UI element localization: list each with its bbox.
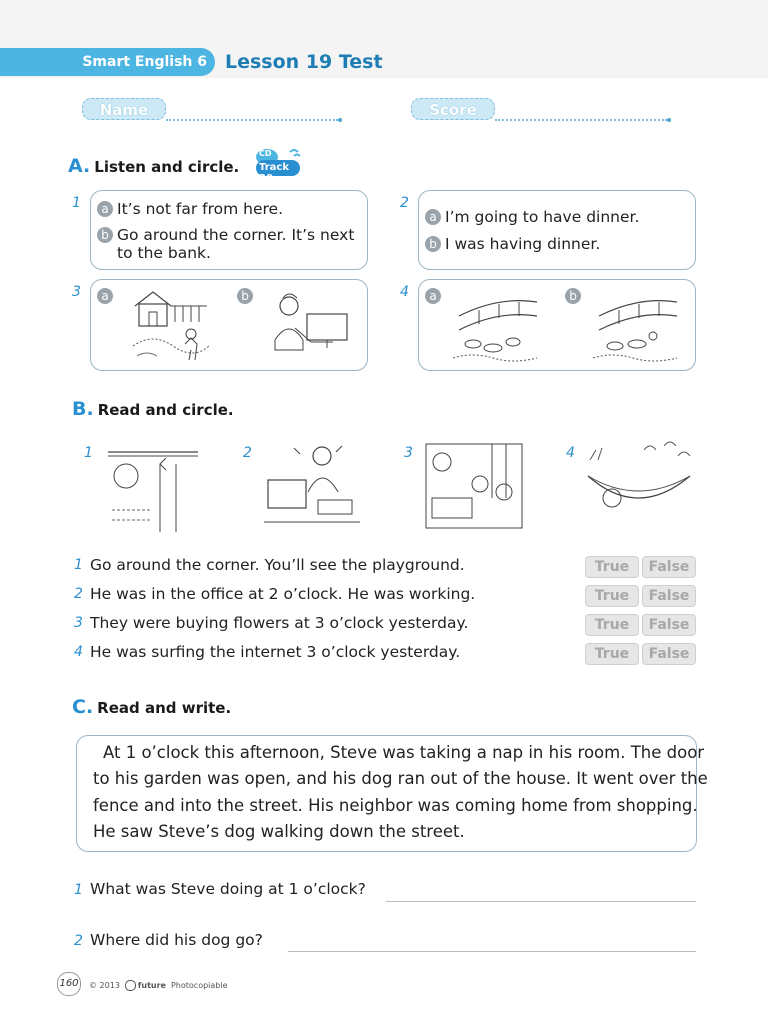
a-item-number: 1	[72, 195, 81, 211]
section-a-letter: A.	[68, 155, 91, 177]
a-item-number: 2	[400, 195, 409, 211]
passage-line: to his garden was open, and his dog ran out of the house. It went over the	[93, 769, 708, 788]
footer-credit	[89, 980, 228, 991]
b-picture-number: 2	[243, 445, 252, 461]
option-text: It’s not far from here.	[117, 200, 283, 218]
a1-option-a[interactable]	[97, 200, 283, 218]
answer-line[interactable]	[288, 951, 696, 952]
a1-option-b[interactable]	[97, 226, 359, 262]
copyright-text: © 2013	[89, 981, 120, 990]
section-c-letter: C.	[72, 696, 94, 718]
top-margin	[0, 0, 768, 48]
a2-option-b[interactable]	[425, 235, 600, 253]
section-c-heading	[72, 696, 231, 718]
option-letter-badge: a	[97, 201, 113, 217]
section-a-title: Listen and circle.	[94, 158, 240, 176]
a3-option-a[interactable]: a	[97, 288, 113, 304]
bridge-river-illustration	[449, 286, 539, 366]
statement-text: He was surfing the internet 3 o’clock yesterday.	[90, 643, 461, 661]
publisher-logo-icon	[125, 980, 136, 991]
statement-text: He was in the office at 2 o’clock. He was working.	[90, 585, 476, 603]
a2-option-a[interactable]	[425, 208, 639, 226]
statement-number: 3	[74, 615, 83, 631]
track-label: Track 20	[259, 162, 289, 184]
a-item-2-box	[418, 190, 696, 270]
false-button[interactable]: False	[642, 614, 696, 636]
a3-option-b[interactable]: b	[237, 288, 253, 304]
question-number: 2	[74, 933, 83, 949]
b-statement-row	[74, 556, 704, 585]
statement-number: 2	[74, 586, 83, 602]
statement-number: 1	[74, 557, 83, 573]
a4-option-b[interactable]: b	[565, 288, 581, 304]
b-statement-list	[74, 556, 704, 672]
section-b-letter: B.	[72, 398, 94, 420]
a-item-4-box	[418, 279, 696, 371]
page-number: 160	[57, 972, 81, 996]
cd-track-badge	[250, 146, 300, 184]
lesson-title: Lesson 19 Test	[225, 51, 383, 73]
score-label: Score	[411, 98, 495, 120]
passage-line: He saw Steve’s dog walking down the street.	[93, 822, 465, 841]
street-corner-illustration	[106, 440, 200, 534]
b-statement-row	[74, 614, 704, 643]
option-letter-badge: b	[97, 227, 113, 243]
option-letter-badge: a	[425, 209, 441, 225]
passage-line: fence and into the street. His neighbor was coming home from shopping.	[93, 796, 698, 815]
section-a-heading	[68, 155, 239, 177]
b-statement-row	[74, 643, 704, 672]
b-picture-number: 3	[404, 445, 413, 461]
cd-label: CD	[259, 149, 272, 158]
hammock-nap-illustration	[584, 440, 694, 532]
photocopiable-note: Photocopiable	[170, 981, 228, 990]
publisher-name: future	[137, 981, 166, 990]
name-line[interactable]	[166, 119, 338, 121]
section-b-title: Read and circle.	[97, 401, 234, 419]
true-button[interactable]: True	[585, 585, 639, 607]
option-text: I’m going to have dinner.	[445, 208, 640, 226]
reading-passage-box	[76, 735, 708, 852]
false-button[interactable]: False	[642, 556, 696, 578]
a-item-1-box	[90, 190, 368, 270]
score-line[interactable]	[495, 119, 667, 121]
a-item-number: 3	[72, 284, 81, 300]
b-statement-row	[74, 585, 704, 614]
name-label: Name	[82, 98, 166, 120]
question-number: 1	[74, 882, 83, 898]
b-picture-number: 1	[84, 445, 93, 461]
flower-shop-illustration	[422, 438, 526, 534]
score-line-end	[667, 118, 671, 122]
b-picture-number: 4	[566, 445, 575, 461]
a4-option-a[interactable]: a	[425, 288, 441, 304]
house-garden-illustration	[129, 286, 209, 366]
option-text: Go around the corner. It’s next to the bank.	[117, 226, 355, 262]
option-text: I was having dinner.	[445, 235, 601, 253]
statement-text: Go around the corner. You’ll see the playground.	[90, 556, 465, 574]
option-letter-badge: b	[425, 236, 441, 252]
section-b-heading	[72, 398, 234, 420]
false-button[interactable]: False	[642, 585, 696, 607]
statement-number: 4	[74, 644, 83, 660]
true-button[interactable]: True	[585, 614, 639, 636]
office-worker-illustration	[264, 438, 360, 534]
true-button[interactable]: True	[585, 556, 639, 578]
a-item-number: 4	[400, 284, 409, 300]
a-item-3-box	[90, 279, 368, 371]
name-line-end	[338, 118, 342, 122]
bridge-river-illustration	[589, 286, 679, 366]
statement-text: They were buying flowers at 3 o’clock yesterday.	[90, 614, 469, 632]
false-button[interactable]: False	[642, 643, 696, 665]
question-text: Where did his dog go?	[90, 931, 263, 949]
passage-line: At 1 o’clock this afternoon, Steve was taking a nap in his room. The door	[103, 743, 705, 762]
series-tab: Smart English 6	[0, 48, 215, 76]
question-text: What was Steve doing at 1 o’clock?	[90, 880, 366, 898]
man-at-computer-illustration	[267, 288, 353, 364]
true-button[interactable]: True	[585, 643, 639, 665]
answer-line[interactable]	[386, 901, 696, 902]
publisher-logo	[125, 980, 166, 991]
section-c-title: Read and write.	[97, 699, 232, 717]
